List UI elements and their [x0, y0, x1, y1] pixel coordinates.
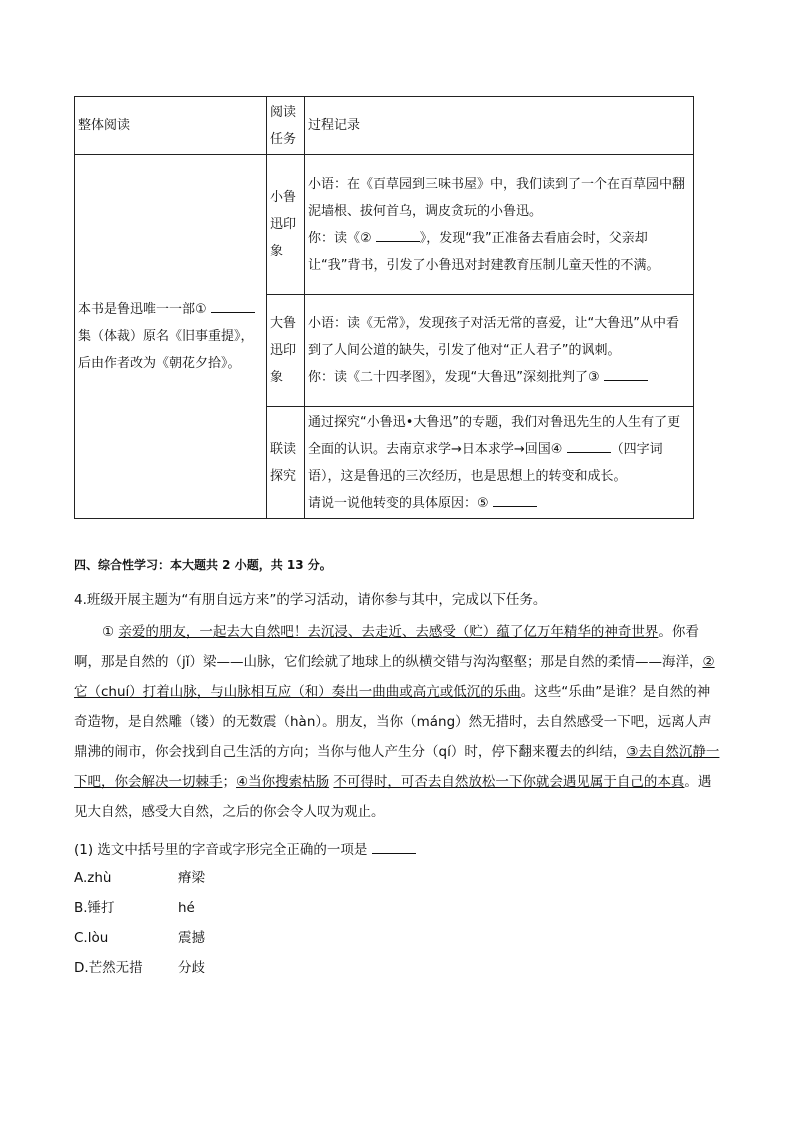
- blank-3: [604, 368, 648, 381]
- overall-reading-cell: 本书是鲁迅唯一一部① 集（体裁）原名《旧事重提》，后由作者改为《朝花夕拾》。: [75, 155, 267, 519]
- record-big-luxun: 小语：读《无常》，发现孩子对活无常的喜爱，让“大鲁迅”从中看到了人间公道的缺失，引发了他对“正人君子”的讽刺。 你：读《二十四孝图》，发现“大鲁迅”深刻批判了③: [305, 295, 694, 407]
- record-joint-reading: 通过探究“小鲁迅•大鲁迅”的专题，我们对鲁迅先生的人生有了更全面的认识。去南京求学→日本求学→回国④ （四字词语），这是鲁迅的三次经历，也是思想上的转变和成长。 请说一说他转变的具体原因：⑤: [305, 407, 694, 519]
- task-joint-reading: 联读探究: [267, 407, 305, 519]
- subquestion-1: (1) 选文中括号里的字音或字形完全正确的一项是: [74, 838, 416, 858]
- option-a: A.zhù 瘠梁: [74, 870, 205, 886]
- sentence-1: 亲爱的朋友，一起去大自然吧！去沉浸、去走近、去感受（贮）蕴了亿万年精华的神奇世界: [118, 624, 659, 640]
- blank-5: [493, 494, 537, 507]
- answer-blank: [372, 841, 416, 854]
- sentence-3: ③去自然沉静一下吧，你会解决一切棘手: [74, 744, 720, 790]
- task-big-luxun: 大鲁迅印象: [267, 295, 305, 407]
- task-little-luxun: 小鲁迅印象: [267, 155, 305, 295]
- blank-1: [211, 300, 255, 313]
- section-heading: 四、综合性学习：本大题共 2 小题，共 13 分。: [74, 558, 332, 572]
- header-reading-task: 阅读任务: [267, 97, 305, 155]
- option-b: B.锤打 hé: [74, 900, 195, 916]
- sentence-4-cont: 不可得时，可否去自然放松一下你就会遇见属于自己的本真: [333, 774, 685, 790]
- header-process-record: 过程记录: [305, 97, 694, 155]
- record-little-luxun: 小语：在《百草园到三味书屋》中，我们读到了一个在百草园中翻泥墙根、拔何首乌，调皮贪玩的小鲁迅。 你：读《② 》，发现“我”正准备去看庙会时，父亲却让“我”背书，引发了小鲁迅对封建教育压制儿童天性的不满。: [305, 155, 694, 295]
- question-4-stem: 4.班级开展主题为“有朋自远方来”的学习活动，请你参与其中，完成以下任务。: [74, 592, 547, 608]
- header-overall-reading: 整体阅读: [75, 97, 267, 155]
- blank-2: [376, 229, 420, 242]
- option-c: C.lòu 震撼: [74, 930, 205, 946]
- option-d: D.芒然无措 分歧: [74, 960, 205, 976]
- passage: ① 亲爱的朋友，一起去大自然吧！去沉浸、去走近、去感受（贮）蕴了亿万年精华的神奇世界。你看啊，那是自然的（jǐ）梁——山脉，它们绘就了地球上的纵横交错与沟沟壑壑；那是自然的柔情——海洋，②它（chuí）打着山脉，与山脉相互应（和）奏出一曲曲或高亢或低沉的乐曲。这些“乐曲”是谁？是自然的神奇造物，是自然雕（镂）的无数震（hàn）。朋友，当你（máng）然无措时，去自然感受一下吧，远离人声鼎沸的闹市，你会找到自己生活的方向；当你与他人产生分（qí）时，停下翻来覆去的纠结，③去自然沉静一下吧，你会解决一切棘手；④当你搜索枯肠 不可得时，可否去自然放松一下你就会遇见属于自己的本真。遇见大自然，感受大自然，之后的你会令人叹为观止。: [74, 624, 720, 820]
- reading-record-table: [74, 96, 694, 519]
- sentence-4: ④当你搜索枯肠: [236, 774, 330, 790]
- blank-4: [567, 440, 611, 453]
- sentence-2: ②它（chuí）打着山脉，与山脉相互应（和）奏出一曲曲或高亢或低沉的乐曲: [74, 654, 715, 700]
